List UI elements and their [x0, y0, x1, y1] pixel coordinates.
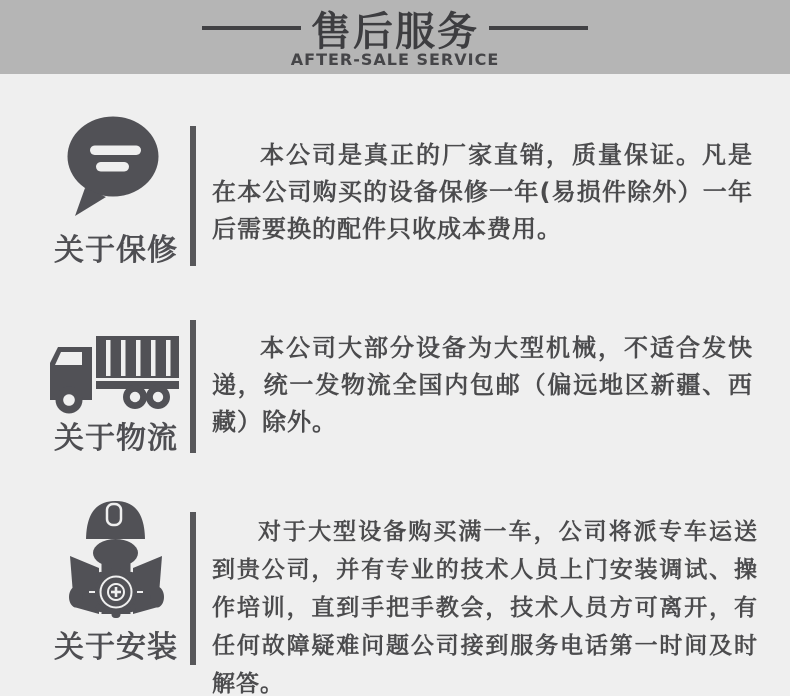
truck-icon	[46, 323, 186, 425]
title-decor-line-left	[202, 26, 301, 30]
section-label-logistics: 关于物流	[54, 421, 178, 456]
section-divider	[190, 320, 196, 453]
speech-bubble-icon	[66, 112, 160, 218]
warranty-text: 本公司是真正的厂家直销，质量保证。凡是在本公司购买的设备保修一年(易损件除外）一年后需要换的配件只收成本费用。	[212, 141, 753, 243]
installation-text: 对于大型设备购买满一车，公司将派专车运送到贵公司，并有专业的技术人员上门安装调试、操作培训，直到手把手教会，技术人员方可离开，有任何故障疑难问题公司接到服务电话第一时间及时解答。	[212, 519, 758, 696]
section-divider	[190, 512, 196, 665]
title-decor-line-right	[489, 26, 588, 30]
title-row	[0, 6, 790, 55]
section-label-installation: 关于安装	[54, 630, 178, 665]
section-divider	[190, 126, 196, 266]
worker-gear-icon	[60, 496, 176, 626]
section-label-warranty: 关于保修	[54, 233, 178, 268]
page-subtitle: AFTER-SALE SERVICE	[290, 50, 500, 69]
header-band	[0, 0, 790, 74]
logistics-text: 本公司大部分设备为大型机械，不适合发快递，统一发物流全国内包邮（偏远地区新疆、西藏）除外。	[212, 334, 753, 436]
page-title: 售后服务	[311, 8, 479, 55]
